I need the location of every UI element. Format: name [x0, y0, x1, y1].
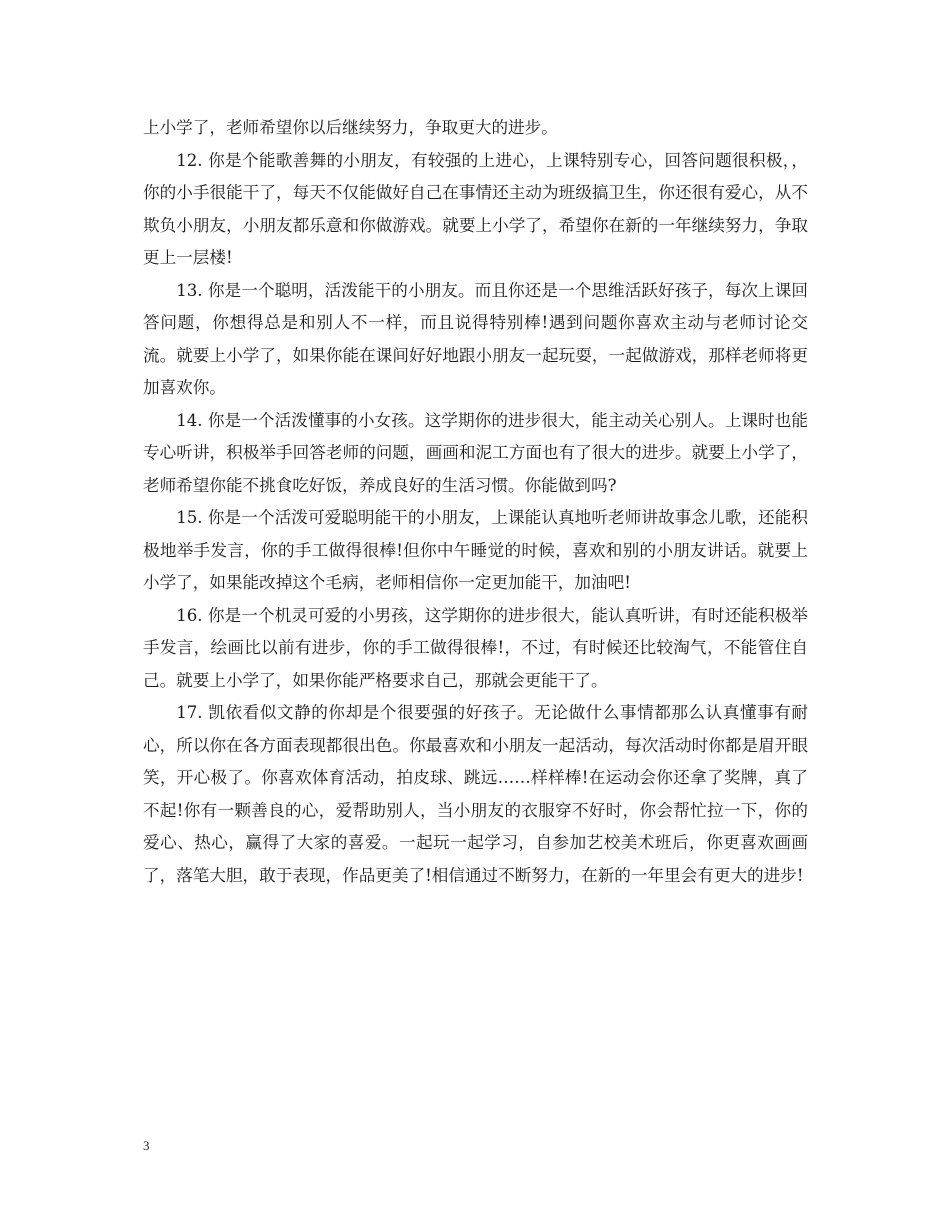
paragraph-comment-14: 14. 你是一个活泼懂事的小女孩。这学期你的进步很大，能主动关心别人。上课时也能专心听讲，积极举手回答老师的问题，画画和泥工方面也有了很大的进步。就要上小学了，老师希望你能不挑食吃好饭，养成良好的生活习惯。你能做到吗?	[143, 410, 808, 495]
page-number: 3	[143, 1138, 150, 1153]
paragraph-comment-17: 17. 凯依看似文静的你却是个很要强的好孩子。无论做什么事情都那么认真懂事有耐心，所以你在各方面表现都很出色。你最喜欢和小朋友一起活动，每次活动时你都是眉开眼笑，开心极了。你喜欢体育活动，拍皮球、跳远……样样棒!在运动会你还拿了奖牌，真了不起!你有一颗善良的心，爱帮助别人，当小朋友的衣服穿不好时，你会帮忙拉一下，你的爱心、热心，赢得了大家的喜爱。一起玩一起学习，自参加艺校美术班后，你更喜欢画画了，落笔大胆，敢于表现，作品更美了!相信通过不断努力，在新的一年里会有更大的进步!	[143, 703, 808, 885]
paragraph-comment-12: 12. 你是个能歌善舞的小朋友，有较强的上进心，上课特别专心，回答问题很积极，，你的小手很能干了，每天不仅能做好自己在事情还主动为班级搞卫生，你还很有爱心，从不欺负小朋友，小朋友都乐意和你做游戏。就要上小学了，希望你在新的一年继续努力，争取更上一层楼!	[143, 150, 808, 267]
document-body	[143, 112, 808, 892]
paragraph-comment-15: 15. 你是一个活泼可爱聪明能干的小朋友，上课能认真地听老师讲故事念儿歌，还能积极地举手发言，你的手工做得很棒!但你中午睡觉的时候，喜欢和别的小朋友讲话。就要上小学了，如果能改掉这个毛病，老师相信你一定更加能干，加油吧!	[143, 508, 808, 592]
paragraph-continuation: 上小学了，老师希望你以后继续努力，争取更大的进步。	[143, 118, 558, 137]
paragraph-comment-13: 13. 你是一个聪明，活泼能干的小朋友。而且你还是一个思维活跃好孩子，每次上课回答问题，你想得总是和别人不一样，而且说得特别棒!遇到问题你喜欢主动与老师讨论交流。就要上小学了，如果你能在课间好好地跟小朋友一起玩耍，一起做游戏，那样老师将更加喜欢你。	[143, 280, 808, 397]
paragraph-comment-16: 16. 你是一个机灵可爱的小男孩，这学期你的进步很大，能认真听讲，有时还能积极举手发言，绘画比以前有进步，你的手工做得很棒!，不过，有时候还比较淘气，不能管住自己。就要上小学了，如果你能严格要求自己，那就会更能干了。	[143, 605, 808, 690]
